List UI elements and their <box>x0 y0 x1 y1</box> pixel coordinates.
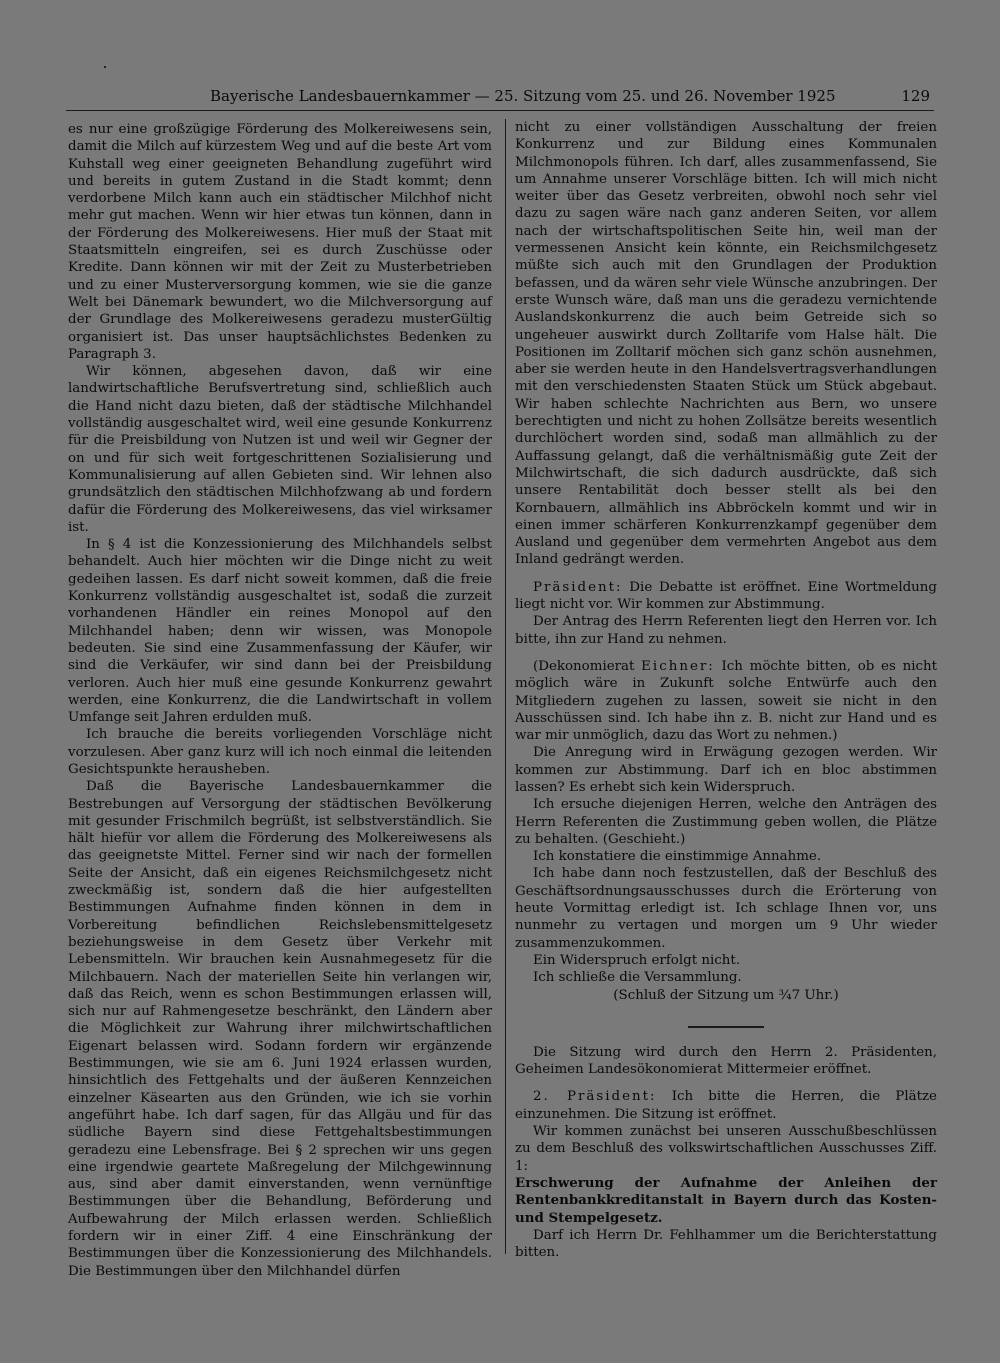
paragraph: es nur eine großzügige Förderung des Molkereiwesens sein, damit die Milch auf kürzestem Weg und auf die beste Art vom Kuhstall weg einer geeigneten Behandlung zugeführt wird und bereits in gutem Zustand in die Stadt kommt; denn verdorbene Milch kann auch ein städtischer Milchhof nicht mehr gut machen. Wenn wir hier etwas tun können, dann in der Förderung des Molkereiwesens. Hier muß der Staat mit Staatsmitteln eingreifen, sei es durch Zuschüsse oder Kredite. Dann können wir mit der Zeit zu Musterbetrieben und zu einer Musterversorgung kommen, wie sie die ganze Welt bei Dänemark bewundert, wo die Milchversorgung auf der Grundlage des Molkereiwesens geradezu musterGültig organisiert ist. Das unser hauptsächlichstes Bedenken zu Paragraph 3. <box>68 122 492 362</box>
paragraph: Die Sitzung wird durch den Herrn 2. Präsidenten, Geheimen Landesökonomierat Mittermeier eröffnet. <box>515 1044 937 1078</box>
page-number: 129 <box>901 87 930 105</box>
right-column <box>515 119 937 1261</box>
speaker-name: 2. Präsident: <box>533 1089 657 1105</box>
paragraph: Die Anregung wird in Erwägung gezogen werden. Wir kommen zur Abstimmung. Darf ich en bloc abstimmen lassen? Es erhebt sich kein Widerspruch. <box>515 745 937 795</box>
paragraph: Darf ich Herrn Dr. Fehlhammer um die Berichterstattung bitten. <box>515 1227 937 1261</box>
paragraph: Der Antrag des Herrn Referenten liegt den Herren vor. Ich bitte, ihn zur Hand zu nehmen. <box>515 614 937 647</box>
column-divider <box>505 119 506 1254</box>
session-close: (Schluß der Sitzung um ¾7 Uhr.) <box>613 987 839 1003</box>
page-header <box>70 84 930 108</box>
speech-text: Die Debatte ist eröffnet. Eine Wortmeldung liegt nicht vor. Wir kommen zur Abstimmung. <box>515 579 937 613</box>
speaker-name: Eichner: <box>641 658 715 674</box>
header-rule <box>66 110 934 111</box>
left-column <box>68 121 492 1280</box>
speaker-name: Präsident: <box>533 579 623 595</box>
paragraph: Wir kommen zunächst bei unseren Ausschußbeschlüssen zu dem Beschluß des volkswirtschaftlichen Ausschusses Ziff. 1: <box>515 1124 937 1174</box>
running-title: Bayerische Landesbauernkammer — 25. Sitzung vom 25. und 26. November 1925 <box>210 87 836 105</box>
speech-vice-president <box>515 1088 937 1123</box>
paragraph: Ich konstatiere die einstimmige Annahme. <box>533 849 822 865</box>
paragraph: Daß die Bayerische Landesbauernkammer die Bestrebungen auf Versorgung der städtischen Bevölkerung mit gesunder Frischmilch begrüßt, ist selbstverständlich. Sie hält hiefür vor allem die Förderung des Molkereiwesens als das geeignetste Mittel. Ferner sind wir nach der formellen Seite der Ansicht, daß ein eigenes Reichsmilchgesetz nicht zweckmäßig ist, sondern daß die hier aufgestellten Bestimmungen Aufnahme finden können in dem in Vorbereitung befindlichen Reichslebensmittelgesetz beziehungsweise in dem Gesetz über Verkehr mit Lebensmitteln. Wir brauchen kein Ausnahmegesetz für die Milchbauern. Nach der materiellen Seite hin verlangen wir, daß das Reich, wenn es schon Bestimmungen erlassen will, sich nur auf Rahmengesetze beschränkt, den Ländern aber die Möglichkeit zur Wahrung ihrer milchwirtschaftlichen Eigenart belassen wird. Sodann fordern wir ergänzende Bestimmungen, wie sie am 6. Juni 1924 erlassen wurden, hinsichtlich des Fettgehalts und der äußeren Kennzeichen einzelner Käsearten aus den Gründen, wie ich sie vorhin angeführt habe. Ich darf sagen, für das Allgäu und für das südliche Bayern sind diese Fettgehaltsbestimmungen geradezu eine Lebensfrage. Bei § 2 sprechen wir uns gegen eine irgendwie geartete Maßregelung der Milchgewinnung aus, sind aber damit einverstanden, wenn vernünftige Bestimmungen über die Behandlung, Beförderung und Aufbewahrung der Milch erlassen werden. Schließlich fordern wir in einer Ziff. 4 eine Einschränkung der Bestimmungen über die Konzessionierung des Milchhandels. Die Bestimmungen über den Milchhandel dürfen <box>68 779 492 1279</box>
interjection: (Dekonomierat Eichner: Ich möchte bitten, ob es nicht möglich wäre in Zukunft solche Entwürfe auch den Mitgliedern zugehen zu lassen, soweit sie nicht in den Ausschüssen sind. Ich habe ihn z. B. nicht zur Hand und es war mir unmöglich, dazu das Wort zu nehmen.) <box>515 658 937 744</box>
paragraph: Ich habe dann noch festzustellen, daß der Beschluß des Geschäftsordnungsausschusses durch die Erörterung von heute Vormittag erledigt ist. Ich schlage Ihnen vor, uns nunmehr zu vertagen und morgen um 9 Uhr wieder zusammenzukommen. <box>515 866 937 951</box>
section-rule <box>688 1026 764 1028</box>
paragraph: Ich brauche die bereits vorliegenden Vorschläge nicht vorzulesen. Aber ganz kurz will ich noch einmal die leitenden Gesichtspunkte herausheben. <box>68 727 492 777</box>
paragraph: Ich schließe die Versammlung. <box>533 970 742 986</box>
speech-president <box>515 579 937 614</box>
paragraph: Wir können, abgesehen davon, daß wir eine landwirtschaftliche Berufsvertretung sind, schließlich auch die Hand nicht dazu bieten, daß der städtische Milchhandel vollständig ausgeschaltet wird, weil eine gesunde Konkurrenz für die Preisbildung von Nutzen ist und weil wir Gegner der on und für sich weit fortgeschrittenen Sozialisierung und Kommunalisierung auf allen Gebieten sind. Wir lehnen also grundsätzlich den städtischen Milchhofzwang ab und fordern dafür die Förderung des Molkereiwesens, das viel wirksamer ist. <box>68 364 492 535</box>
paragraph: nicht zu einer vollständigen Ausschaltung der freien Konkurrenz und zur Bildung eines Kommunalen Milchmonopols führen. Ich darf, alles zusammenfassend, Sie um Annahme unserer Vorschläge bitten. Ich will mich nicht weiter über das Gesetz verbreiten, obwohl noch sehr viel dazu zu sagen wäre nach ganz anderen Seiten, vor allem nach der wirtschaftspolitischen Seite hin, weil man der vermessenen Ansicht kein könnte, ein Reichsmilchgesetz müßte sich auch mit den Grundlagen der Produktion befassen, und da wären sehr viele Wünsche anzubringen. Der erste Wunsch wäre, daß man uns die geradezu vernichtende Auslandskonkurrenz die auch beim Getreide sich so ungeheuer auswirkt durch Zolltarife vom Halse hält. Die Positionen im Zolltarif möchen sich ganz schön ausnehmen, aber sie werden heute in den Handelsvertragsverhandlungen mit den verschiedensten Staaten Stück um Stück abgebaut. Wir haben schlechte Nachrichten aus Bern, wo unsere berechtigten und nicht zu hohen Zollsätze bereits wesentlich durchlöchert worden sind, sodaß man allmählich zu der Auffassung gelangt, daß die verhältnismäßig gute Zeit der Milchwirtschaft, die sich dadurch ausdrückte, daß sich unsere Rentabilität doch besser stellt als bei den Kornbauern, allmählich ins Abbröckeln kommt und wir in einen immer schärferen Konkurrenzkampf gegenüber dem Ausland und gegenüber dem vermehrten Angebot aus dem Inland gedrängt werden. <box>515 120 937 568</box>
speech-text: Ich bitte die Herren, die Plätze einzunehmen. Die Sitzung ist eröffnet. <box>515 1089 937 1122</box>
paragraph: Ich ersuche diejenigen Herren, welche den Anträgen des Herrn Referenten die Zustimmung geben wollen, die Plätze zu behalten. (Geschieht.) <box>515 797 937 847</box>
paragraph: Ein Widerspruch erfolgt nicht. <box>533 952 740 968</box>
speck <box>104 66 106 68</box>
agenda-item-title: Erschwerung der Aufnahme der Anleihen der Rentenbankkreditanstalt in Bayern durch das Kosten- und Stempelgesetz. <box>515 1174 937 1226</box>
paragraph: In § 4 ist die Konzessionierung des Milchhandels selbst behandelt. Auch hier möchten wir die Dinge nicht zu weit gedeihen lassen. Es darf nicht soweit kommen, daß die freie Konkurrenz vollständig ausgeschaltet ist, sodaß die zurzeit vorhandenen Händler ein reines Monopol auf den Milchhandel haben; denn wir wissen, was Monopole bedeuten. Sie sind eine Zusammenfassung der Käufer, wir sind die Verkäufer, wir sind dann bei der Preisbildung verloren. Auch hier muß eine gesunde Konkurrenz gewahrt werden, eine Konkurrenz, die die Landwirtschaft in vollem Umfange seit Jahren erdulden muß. <box>68 537 492 726</box>
